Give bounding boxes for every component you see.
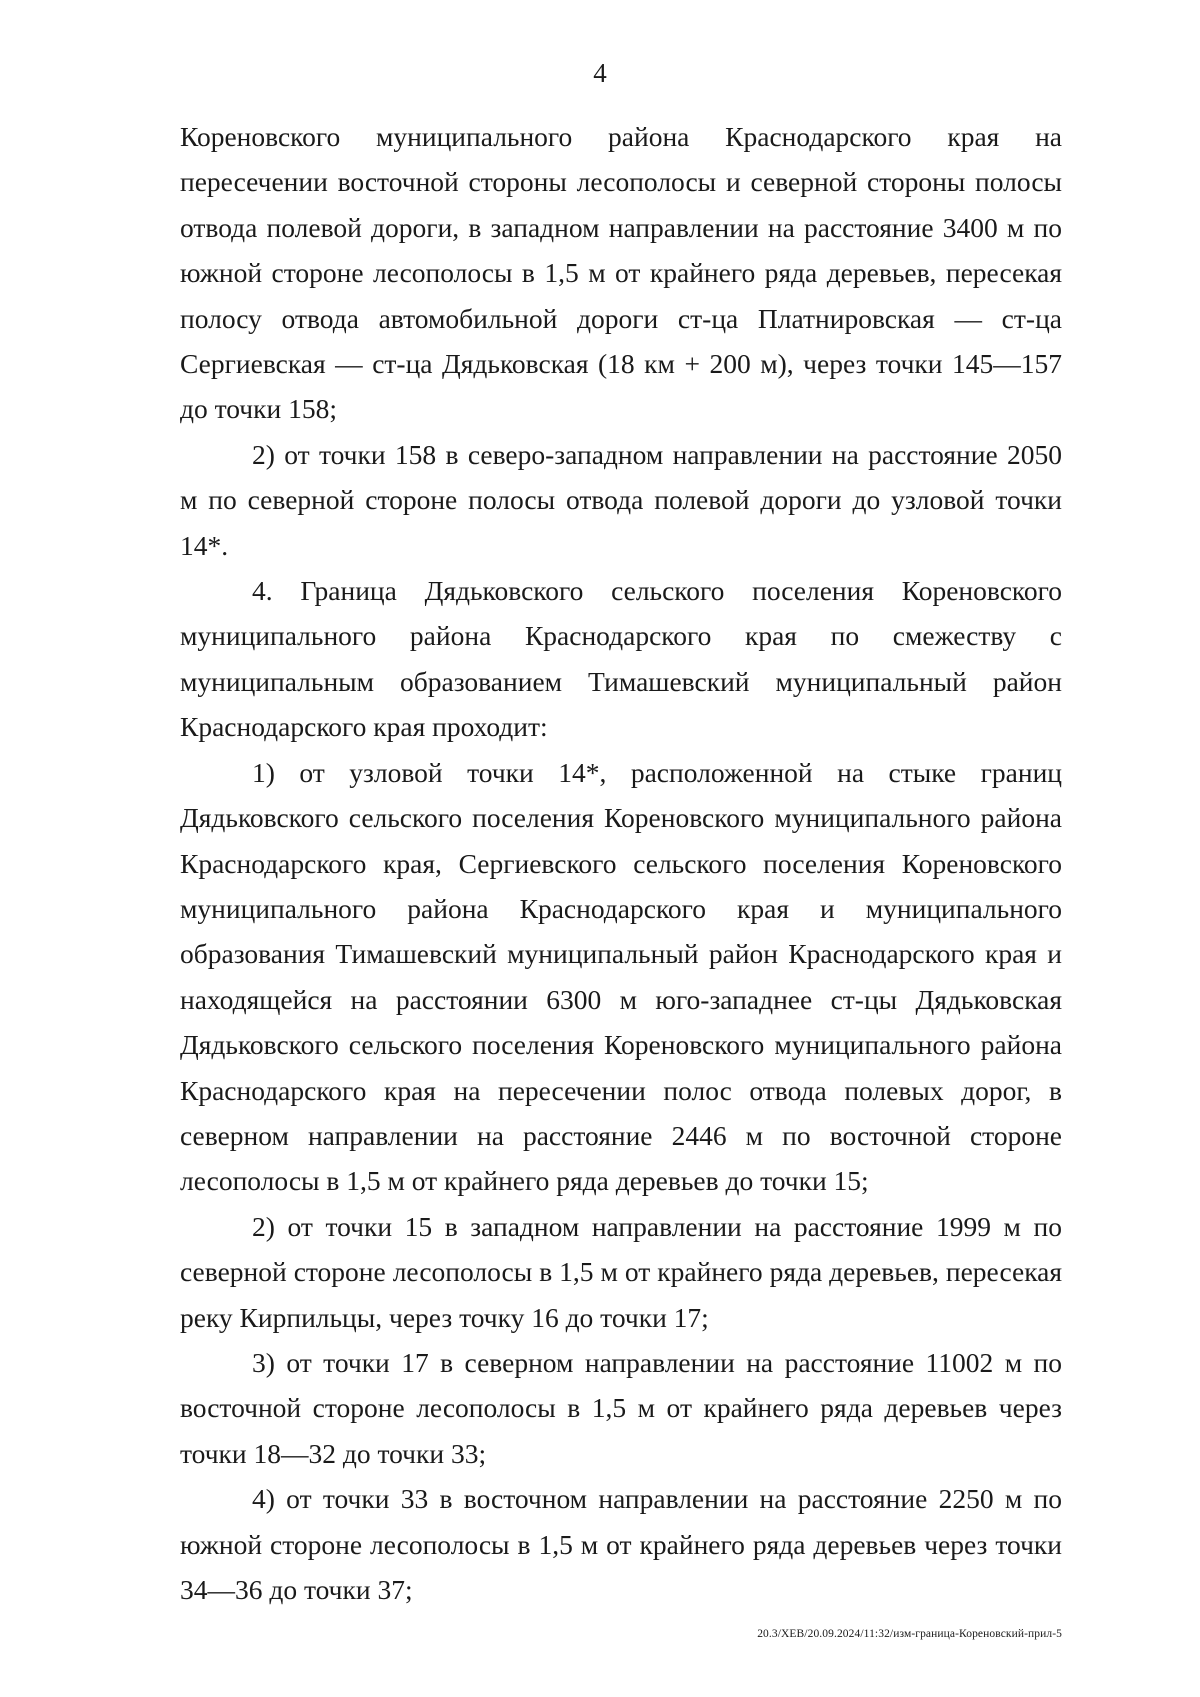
page-number: 4 [593,58,607,88]
paragraph-item-3-point-17: 3) от точки 17 в северном направлении на расстояние 11002 м по восточной стороне лесополосы в 1,5 м от крайнего ряда деревьев через точки 18—32 до точки 33; [180,1346,1062,1469]
document-body [180,114,1062,1612]
paragraph-continuation: Кореновского муниципального района Краснодарского края на пересечении восточной стороны лесополосы и северной стороны полосы отвода полевой дороги, в западном направлении на расстояние 3400 м по южной стороне лесополосы в 1,5 м от крайнего ряда деревьев, пересекая полосу отвода автомобильной дороги ст-ца Платнировская — ст-ца Сергиевская — ст-ца Дядьковская (18 км + 200 м), через точки 145—157 до точки 158; [180,121,1062,425]
paragraph-item-1-point-14: 1) от узловой точки 14*, расположенной на стыке границ Дядьковского сельского поселения Кореновского муниципального района Краснодарского края, Сергиевского сельского поселения Кореновского муниципального района Краснодарского края и муниципального образования Тимашевский муниципальный район Краснодарского края и находящейся на расстоянии 6300 м юго-западнее ст-цы Дядьковская Дядьковского сельского поселения Кореновского муниципального района Краснодарского края на пересечении полос отвода полевых дорог, в северном направлении на расстояние 2446 м по восточной стороне лесополосы в 1,5 м от крайнего ряда деревьев до точки 15; [180,756,1062,1197]
footer-document-code: 20.3/ХЕВ/20.09.2024/11:32/изм-граница-Кореновский-прил-5 [757,1628,1062,1640]
paragraph-item-4-point-33: 4) от точки 33 в восточном направлении на расстояние 2250 м по южной стороне лесополосы в 1,5 м от крайнего ряда деревьев через точки 34—36 до точки 37; [180,1483,1062,1605]
paragraph-section-4-heading: 4. Граница Дядьковского сельского поселения Кореновского муниципального района Краснодарского края по смежеству с муниципальным образованием Тимашевский муниципальный район Краснодарского края проходит: [180,575,1062,743]
paragraph-item-2-point-15: 2) от точки 15 в западном направлении на расстояние 1999 м по северной стороне лесополосы в 1,5 м от крайнего ряда деревьев, пересекая реку Кирпильцы, через точку 16 до точки 17; [180,1210,1062,1333]
paragraph-item-2-point-158: 2) от точки 158 в северо-западном направлении на расстояние 2050 м по северной стороне полосы отвода полевой дороги до узловой точки 14*. [180,438,1062,561]
